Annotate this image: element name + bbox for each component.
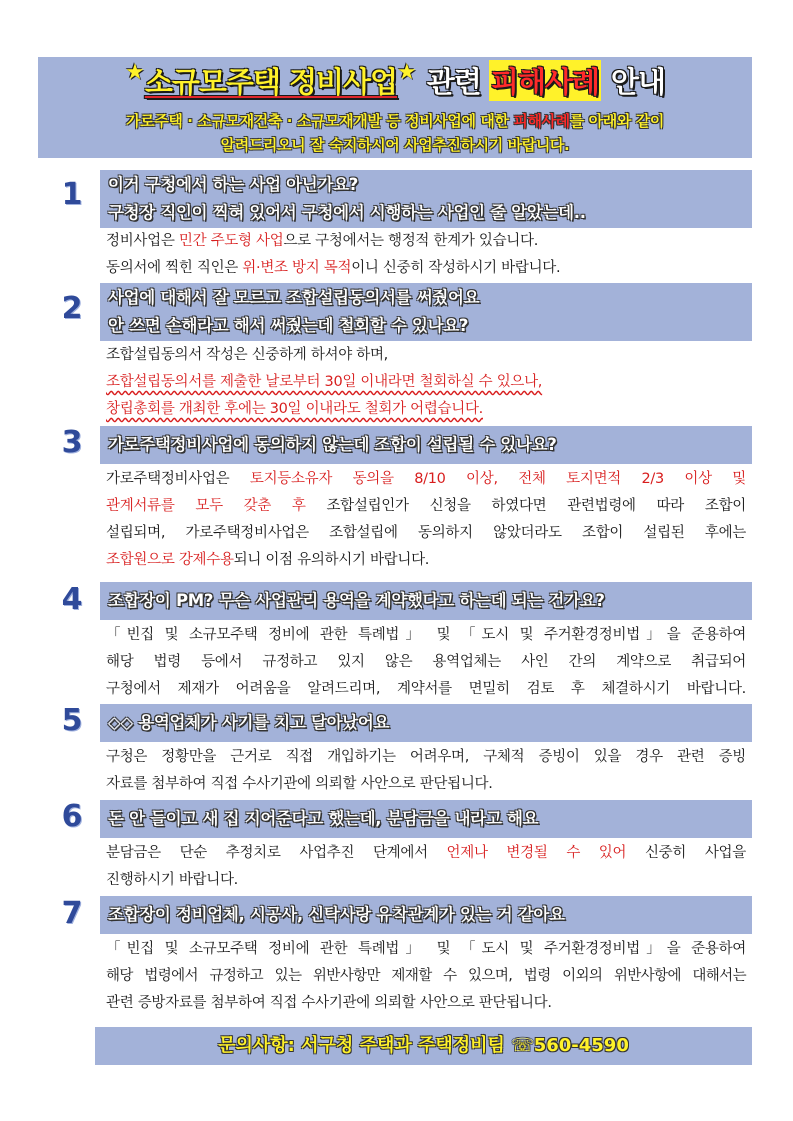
intro-line2: 알려드리오니 잘 숙지하시어 사업추진하시기 바랍니다. (220, 136, 570, 154)
answer-1 (106, 228, 746, 282)
item-number-6: 6 (61, 799, 83, 834)
title-tail: 안내 (610, 65, 665, 99)
item-number-3: 3 (61, 425, 83, 460)
answer-emphasis: 창립총회를 개최한 후에는 30일 이내라도 철회가 어렵습니다. (106, 401, 483, 417)
intro-line1-pre: 가로주택 · 소규모재건축 · 소규모재개발 등 정비사업에 대한 (126, 112, 514, 130)
question-2-line2: 안 쓰면 손해라고 해서 써줬는데 철회할 수 있나요? (108, 316, 469, 335)
answer-text: 설립되며, 가로주택정비사업은 조합설립에 동의하지 않았더라도 조합이 설립된 후에는 (106, 525, 746, 541)
answer-text: 해당 법령 등에서 규정하고 있지 않은 용역업체는 사인 간의 계약으로 취급되어 (106, 654, 746, 670)
question-5: ◇◇ 용역업체가 사기를 치고 달아났어요 (100, 704, 752, 742)
answer-2 (106, 342, 746, 423)
answer-text: 정비사업은 (106, 233, 179, 249)
answer-5 (106, 744, 746, 798)
item-number-2: 2 (61, 291, 83, 326)
answer-text: 신중히 사업을 (626, 845, 746, 861)
question-3: 가로주택정비사업에 동의하지 않는데 조합이 설립될 수 있나요? (100, 426, 752, 464)
answer-text: 되니 이점 유의하시기 바랍니다. (233, 552, 430, 568)
answer-text: 구청에서 제재가 어려움을 알려드리며, 계약서를 면밀히 검토 후 체결하시기 바랍니다. (106, 681, 746, 697)
answer-text: 「빈집 및 소규모주택 정비에 관한 특례법」 및 「도시 및 주거환경정비법」을 준용하여 (106, 627, 746, 643)
item-number-5: 5 (61, 703, 83, 738)
intro-line1-highlight: 피해사례 (513, 112, 570, 130)
item-number-4: 4 (61, 582, 83, 617)
header-banner (38, 57, 752, 158)
question-1-line2: 구청장 직인이 찍혀 있어서 구청에서 시행하는 사업인 줄 알았는데.. (108, 203, 586, 222)
answer-4 (106, 622, 746, 703)
question-6: 돈 안 들이고 새 집 지어준다고 했는데, 분담금을 내라고 해요 (100, 800, 752, 838)
answer-emphasis: 토지등소유자 동의을 8/10 이상, 전체 토지면적 2/3 이상 및 (249, 471, 747, 487)
question-4: 조합장이 PM? 무슨 사업관리 용역을 계약했다고 하는데 되는 건가요? (100, 582, 752, 620)
answer-text: 「빈집 및 소규모주택 정비에 관한 특례법」 및 「도시 및 주거환경정비법」을 준용하여 (106, 941, 746, 957)
answer-text: 해당 법령에서 규정하고 있는 위반사항만 제재할 수 있으며, 법령 이외의 위반사항에 대해서는 (106, 968, 746, 984)
answer-text: 가로주택정비사업은 (106, 471, 250, 487)
answer-text: 이니 신중히 작성하시기 바랍니다. (351, 260, 561, 276)
star-icon: ★ (125, 60, 145, 85)
answer-emphasis: 조합설립동의서를 제출한 날로부터 30일 이내라면 철회하실 수 있으나, (106, 374, 543, 390)
answer-text: 동의서에 찍힌 직인은 (106, 260, 243, 276)
answer-text: 진행하시기 바랍니다. (106, 872, 238, 888)
question-1-line1: 이거 구청에서 하는 사업 아닌가요? (108, 175, 358, 194)
answer-text: 구청은 정황만을 근거로 직접 개입하기는 어려우며, 구체적 증빙이 있을 경우 관련 증빙 (106, 749, 746, 765)
title-main: 소규모주택 정비사업 (144, 65, 398, 99)
title-related: 관련 (426, 65, 481, 99)
answer-emphasis: 관계서류를 모두 갖춘 후 (106, 498, 306, 514)
answer-text: 관련 증방자료를 첨부하여 직접 수사기관에 의뢰할 사안으로 판단됩니다. (106, 995, 552, 1011)
item-number-1: 1 (61, 177, 83, 212)
answer-text: 조합설립인가 신청을 하였다면 관련법령에 따라 조합이 (305, 498, 746, 514)
intro-line1-post: 를 아래와 같이 (569, 112, 664, 130)
answer-7 (106, 936, 746, 1017)
star-icon: ★ (397, 60, 417, 85)
answer-text: 자료를 첨부하여 직접 수사기관에 의뢰할 사안으로 판단됩니다. (106, 776, 493, 792)
answer-emphasis: 위·변조 방지 목적 (242, 260, 352, 276)
item-number-7: 7 (61, 896, 83, 931)
title-highlight: 피해사례 (489, 60, 601, 101)
question-2-line1: 사업에 대해서 잘 모르고 조합설립동의서를 써줬어요 (108, 288, 480, 307)
answer-emphasis: 조합원으로 강제수용 (106, 552, 234, 568)
question-1 (100, 170, 752, 228)
page-title (38, 60, 752, 104)
question-7: 조합장이 정비업체, 시공사, 신탁사랑 유착관계가 있는 거 같아요 (100, 896, 752, 934)
answer-text: 조합설립동의서 작성은 신중하게 하셔야 하며, (106, 347, 388, 363)
answer-text: 으로 구청에서는 행정적 한계가 있습니다. (283, 233, 539, 249)
answer-3 (106, 466, 746, 574)
answer-emphasis: 언제나 변경될 수 있어 (446, 845, 627, 861)
answer-text: 분담금은 단순 추정치로 사업추진 단계에서 (106, 845, 447, 861)
answer-6 (106, 840, 746, 894)
question-2 (100, 283, 752, 341)
contact-footer: 문의사항: 서구청 주택과 주택정비팀 ☏560-4590 (95, 1027, 752, 1065)
answer-emphasis: 민간 주도형 사업 (178, 233, 284, 249)
intro-text (38, 109, 752, 157)
